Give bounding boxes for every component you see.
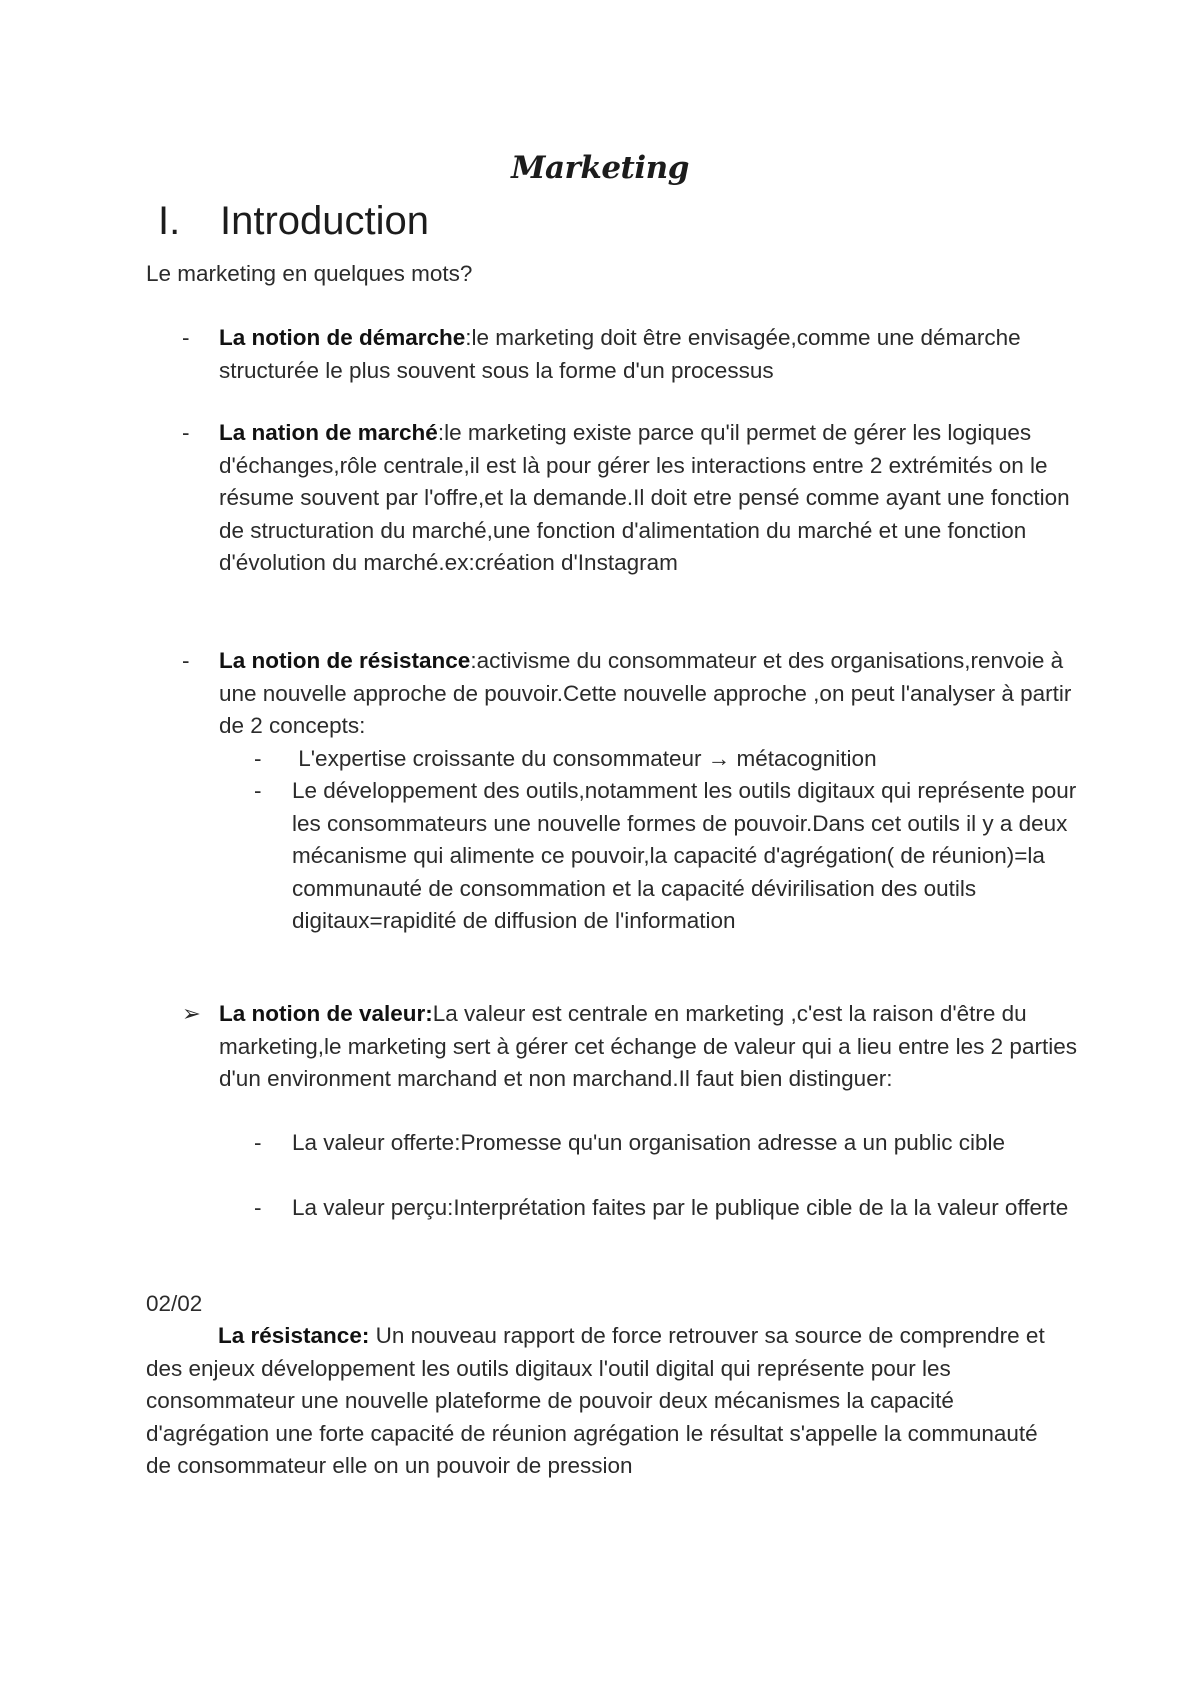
sub-item [254, 775, 1084, 938]
list-item-text [219, 322, 1079, 387]
sub-item [254, 1192, 1084, 1225]
term-label: La notion de valeur: [219, 1001, 433, 1026]
section-label: Introduction [220, 199, 430, 243]
list-item-marche [182, 417, 1082, 580]
sub-item-text: La valeur perçu:Interprétation faites par le publique cible de la la valeur offerte [292, 1195, 1069, 1220]
bullet-dash: - [182, 420, 190, 445]
term-description: Un nouveau rapport de force retrouver sa source de comprendre et des enjeux développement les outils digitaux l'outil digital qui représente pour les consommateur une nouvelle plateforme de pouvoir deux mécanismes la capacité d'agrégation une forte capacité de réunion agrégation le résultat s'appelle la communauté de consommateur elle on un pouvoir de pression [146, 1323, 1045, 1479]
section-number: I. [158, 199, 181, 243]
term-label: La résistance: [218, 1323, 370, 1348]
bullet-dash: - [182, 325, 190, 350]
intro-question: Le marketing en quelques mots? [146, 261, 473, 286]
document-title: Marketing [511, 150, 689, 186]
sub-item-text: Le développement des outils,notamment les outils digitaux qui représente pour les consommateurs une nouvelle formes de pouvoir.Dans cet outils il y a deux mécanisme qui alimente ce pouvoir,la capacité d'agrégation( de réunion)=la communauté de consommation et la capacité dévirilisation des outils digitaux=rapidité de diffusion de l'information [292, 778, 1077, 934]
arrow-bullet-icon: ➢ [182, 1001, 201, 1026]
bullet-dash: - [254, 1130, 262, 1155]
term-description: :activisme du consommateur et des organisations,renvoie à une nouvelle approche de pouvoir.Cette nouvelle approche ,on peut l'analyser à partir de 2 concepts: [219, 648, 1072, 739]
list-item-text [219, 417, 1079, 580]
date-label: 02/02 [146, 1291, 203, 1316]
bullet-dash: - [182, 648, 190, 673]
bullet-dash: - [254, 1195, 262, 1220]
sub-item-text: L'expertise croissante du consommateur → métacognition [292, 746, 877, 771]
list-item-text [219, 998, 1079, 1096]
term-description: La valeur est centrale en marketing ,c'est la raison d'être du marketing,le marketing sert à gérer cet échange de valeur qui a lieu entre les 2 parties d'un environment marchand et non marchand.Il faut bien distinguer: [219, 1001, 1077, 1092]
list-item-demarche [182, 322, 1082, 387]
term-description: :le marketing existe parce qu'il permet de gérer les logiques d'échanges,rôle centrale,il est là pour gérer les interactions entre 2 extrémités on le résume souvent par l'offre,et la demande.Il doit etre pensé comme ayant une fonction de structuration du marché,une fonction d'alimentation du marché et une fonction d'évolution du marché.ex:création d'Instagram [219, 420, 1070, 576]
resistance-paragraph [146, 1320, 1066, 1483]
sub-item-text: La valeur offerte:Promesse qu'un organisation adresse a un public cible [292, 1130, 1006, 1155]
bullet-dash: - [254, 778, 262, 803]
term-label: La notion de démarche [219, 325, 466, 350]
sub-item [254, 743, 1084, 776]
list-item-resistance [182, 645, 1082, 743]
term-label: La nation de marché [219, 420, 438, 445]
section-heading [158, 197, 429, 245]
list-item-text [219, 645, 1079, 743]
term-description: :le marketing doit être envisagée,comme une démarche structurée le plus souvent sous la forme d'un processus [219, 325, 1021, 383]
term-label: La notion de résistance [219, 648, 471, 673]
sub-item [254, 1127, 1084, 1160]
bullet-dash: - [254, 746, 262, 771]
list-item-valeur [182, 998, 1082, 1096]
